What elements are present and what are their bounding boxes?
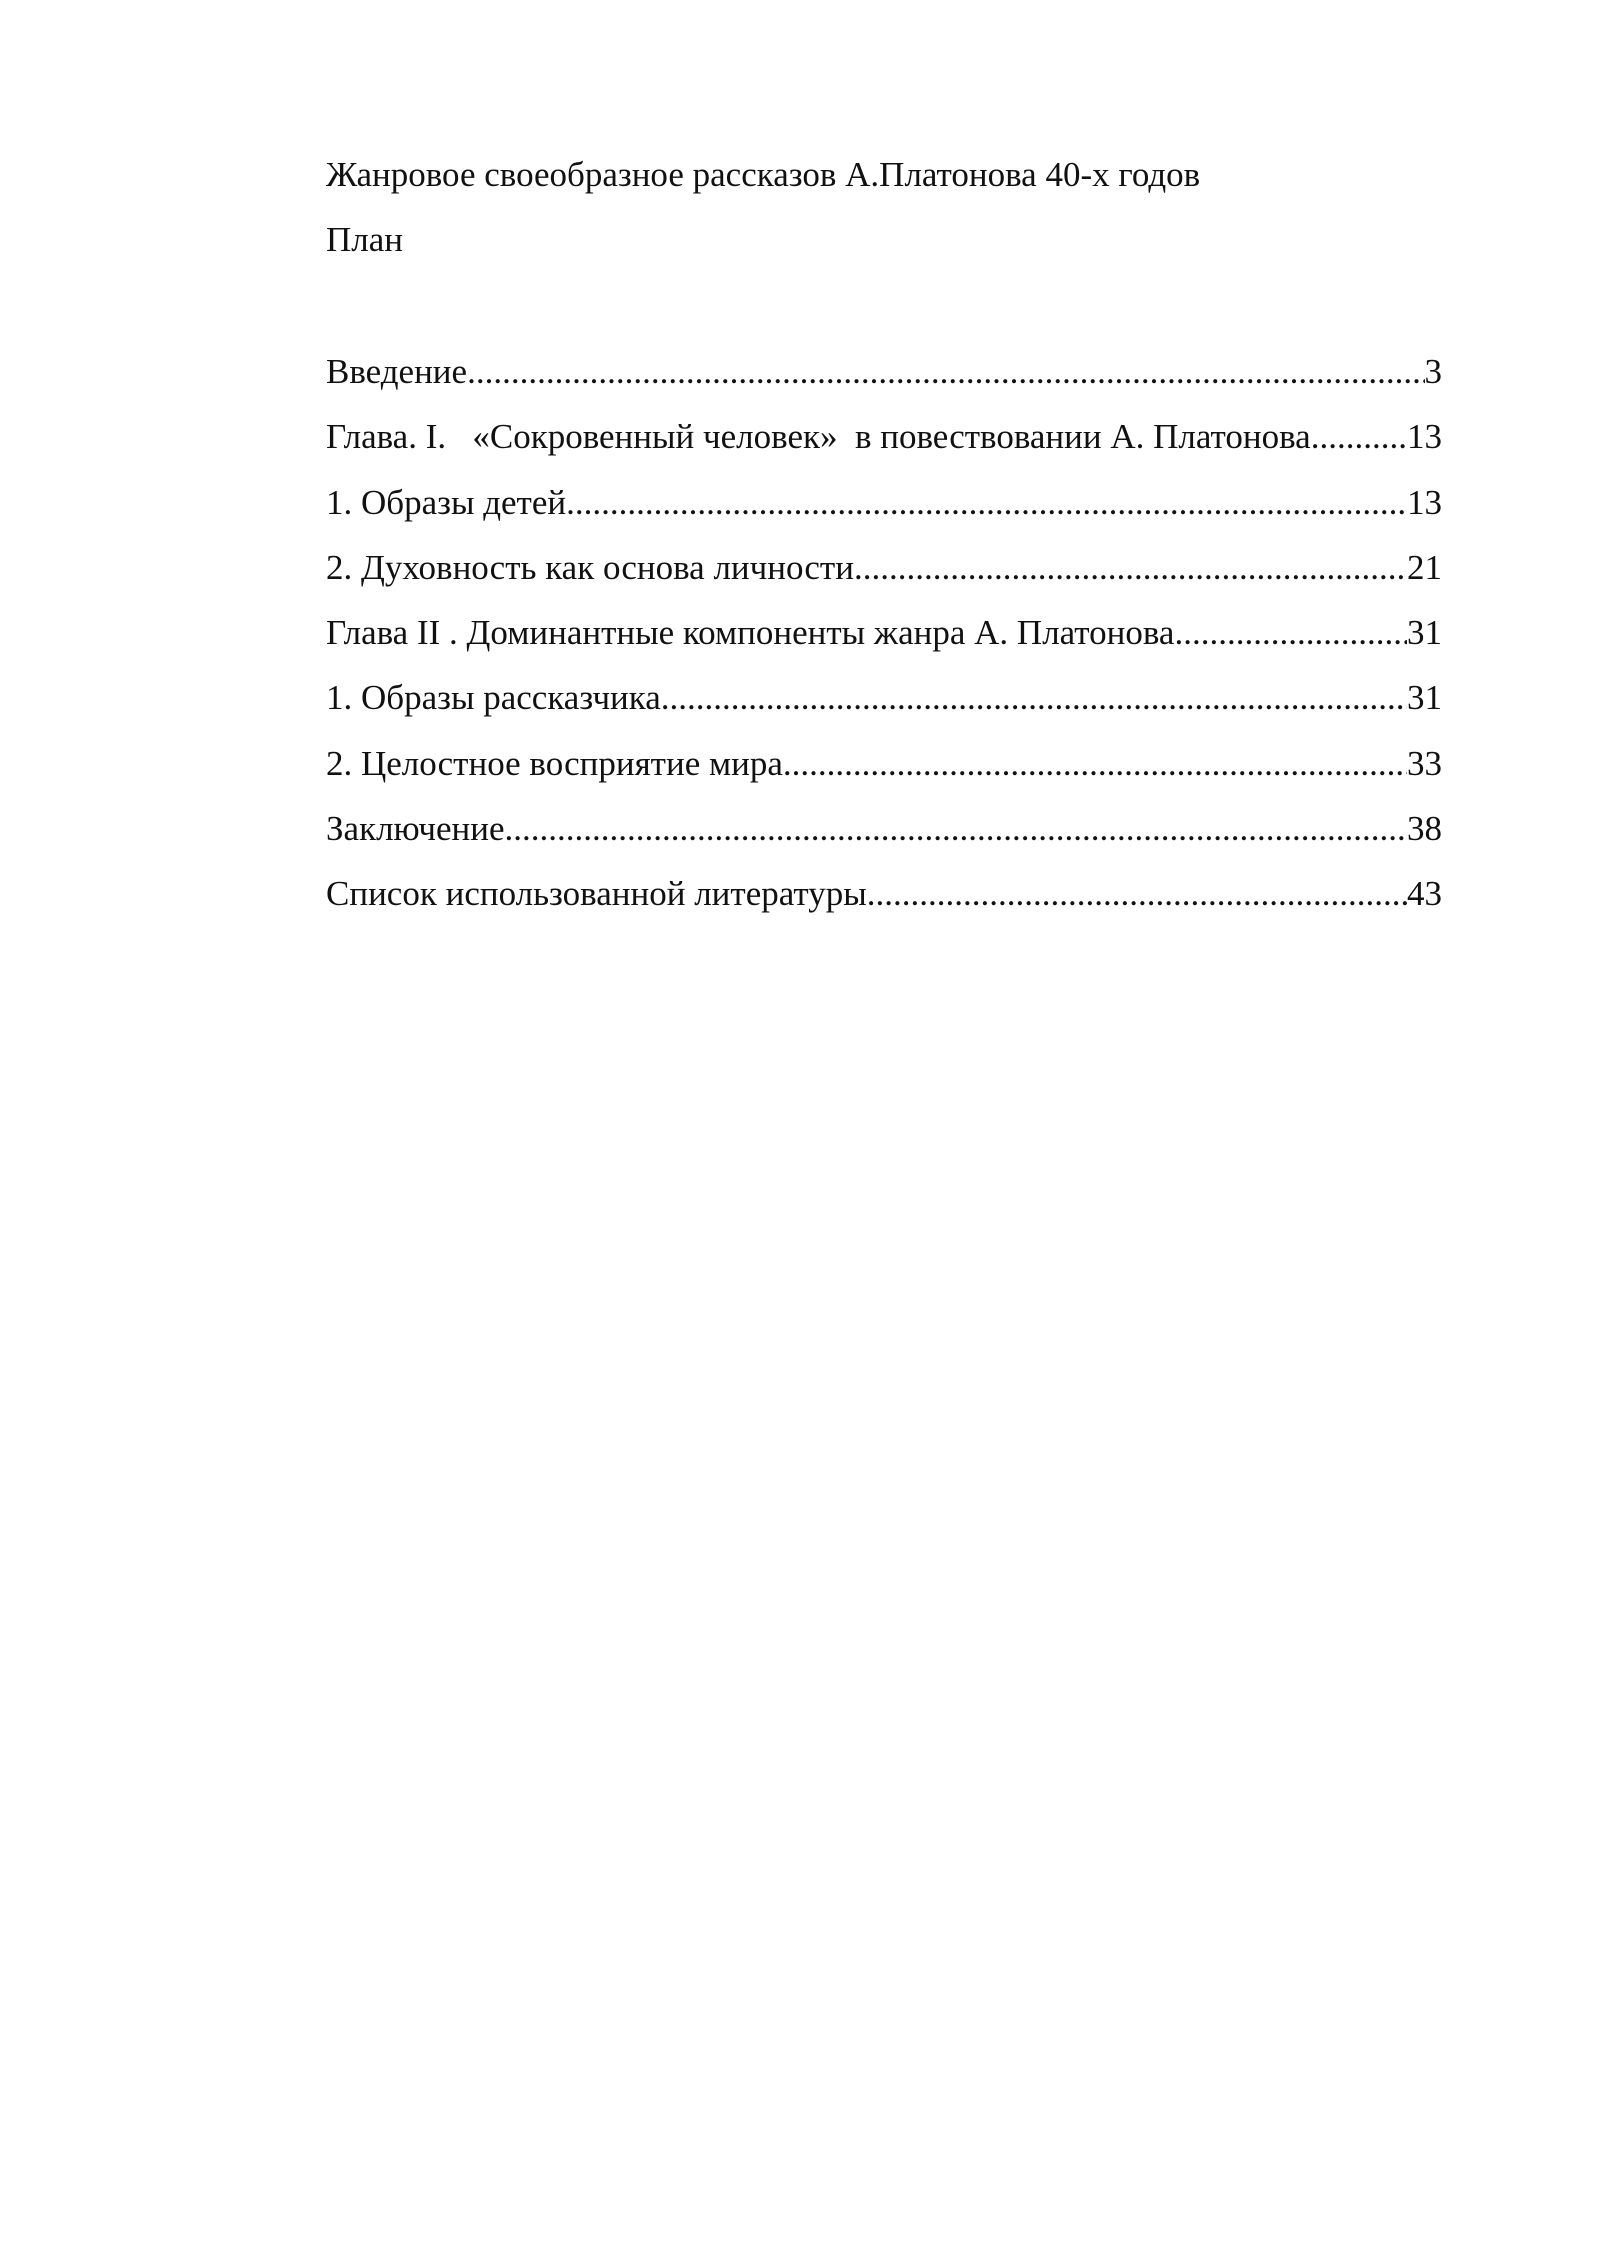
toc-leader-dots (566, 481, 1407, 525)
toc-entry-chapter-1 (326, 415, 1442, 480)
toc-entry-label: Глава. I. «Сокровенный человек» в повествовании А. Платонова (326, 417, 1311, 457)
toc-entry-section-2-2 (326, 742, 1442, 807)
toc-entry-section-2-1 (326, 676, 1442, 741)
toc-leader-dots (1174, 611, 1407, 655)
document-title: Жанровое своеобразное рассказов А.Платонова 40-х годов (326, 155, 1201, 194)
toc-entry-label: Заключение (326, 809, 505, 849)
toc-entry-label: Список использованной литературы (326, 874, 867, 914)
toc-leader-dots (854, 546, 1407, 590)
toc-page-number: 13 (1407, 417, 1442, 457)
toc-leader-dots (661, 676, 1407, 720)
toc-page-number: 43 (1407, 874, 1442, 914)
toc-page-number: 31 (1407, 613, 1442, 653)
toc-entry-introduction (326, 350, 1442, 415)
toc-entry-section-1-1 (326, 481, 1442, 546)
toc-leader-dots (867, 872, 1407, 916)
toc-entry-label: 2. Духовность как основа личности (326, 547, 854, 587)
toc-entry-label: 1. Образы рассказчика (326, 678, 661, 718)
toc-entry-label: 1. Образы детей (326, 482, 567, 522)
toc-entry-bibliography (326, 872, 1442, 937)
toc-page-number: 31 (1407, 678, 1442, 718)
toc-entry-section-1-2 (326, 546, 1442, 611)
toc-entry-label: Введение (326, 352, 468, 391)
toc-page-number: 3 (1424, 352, 1442, 391)
plan-heading: План (326, 220, 404, 259)
toc-entry-chapter-2 (326, 611, 1442, 676)
toc-entry-label: 2. Целостное восприятие мира (326, 743, 783, 783)
toc-leader-dots (505, 807, 1408, 851)
toc-page-number: 38 (1407, 809, 1442, 849)
toc-entry-conclusion (326, 807, 1442, 872)
toc-leader-dots (1311, 415, 1407, 459)
toc-leader-dots (467, 350, 1424, 394)
toc-leader-dots (783, 742, 1407, 786)
table-of-contents (326, 350, 1442, 938)
toc-page-number: 33 (1407, 743, 1442, 783)
toc-entry-label: Глава II . Доминантные компоненты жанра А. Платонова (326, 613, 1175, 653)
toc-page-number: 21 (1407, 547, 1442, 587)
toc-page-number: 13 (1407, 482, 1442, 522)
